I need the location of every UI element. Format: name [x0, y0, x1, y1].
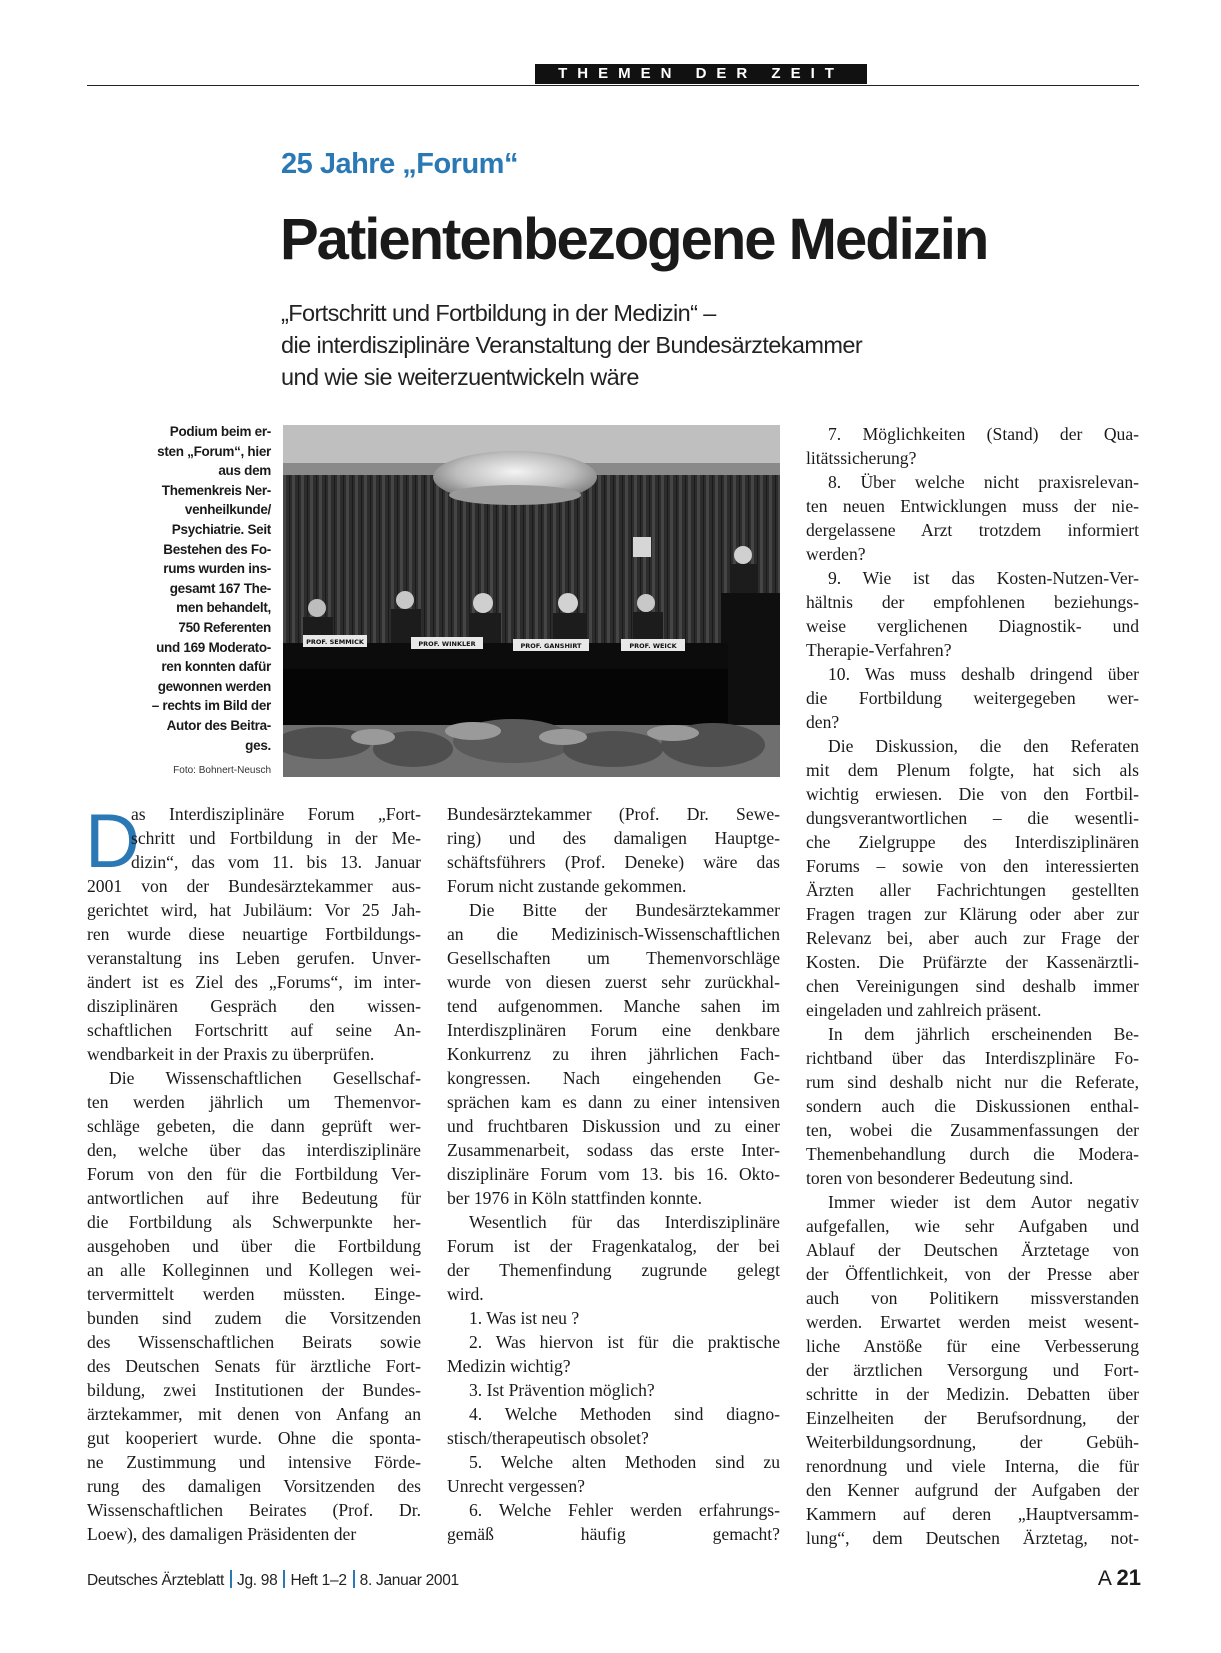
text-line: auch von Politikern missverstanden	[806, 1288, 1139, 1308]
text-line: Zusammenarbeit, sodass das erste Inter-	[447, 1140, 780, 1160]
text-line: dizin“, das vom 11. bis 13. Januar	[131, 852, 421, 872]
footer-separator	[283, 1570, 285, 1588]
text-line: ne Zustimmung und intensive Förde-	[87, 1452, 421, 1472]
text-line: schritt und Fortbildung in der Me-	[131, 828, 421, 848]
text-line: mit dem Plenum folgte, hat sich als	[806, 760, 1139, 780]
photo-caption	[140, 422, 271, 755]
text-line: Ärzten aller Fachrichtungen gestellten	[806, 880, 1139, 900]
text-line: gemäß häufig gemacht?	[447, 1524, 780, 1544]
text-line: der Öffentlichkeit, von der Presse aber	[806, 1264, 1139, 1284]
issue: Heft 1–2	[290, 1572, 347, 1589]
text-line: 7. Möglichkeiten (Stand) der Qua-	[828, 424, 1139, 444]
text-line: 9. Wie ist das Kosten-Nutzen-Ver-	[828, 568, 1139, 588]
text-line: ring) und des damaligen Hauptge-	[447, 828, 780, 848]
caption-line: rums wurden ins-	[163, 561, 271, 577]
text-line: bildung, zwei Institutionen der Bundes-	[87, 1380, 421, 1400]
text-line: Wesentlich für das Interdisziplinäre	[469, 1212, 780, 1232]
nameplate: PROF. SEMMICK	[306, 638, 364, 646]
text-line: 1. Was ist neu ?	[469, 1308, 580, 1328]
text-line: der Themenfindung zugrunde gelegt	[447, 1260, 780, 1280]
text-line: schritte in der Medizin. Debatten über	[806, 1384, 1139, 1404]
footer-citation	[87, 1570, 459, 1590]
podium-photo	[283, 425, 780, 777]
subtitle-line: „Fortschritt und Fortbildung in der Medizin“ –	[281, 300, 716, 326]
text-line: Kosten. Die Prüfärzte der Kassenärztli-	[806, 952, 1139, 972]
text-line: Forum ist der Fragenkatalog, der bei	[447, 1236, 780, 1256]
text-line: chen Vereinigungen sind deshalb immer	[806, 976, 1139, 996]
subtitle-line: und wie sie weiterzuentwickeln wäre	[281, 364, 639, 390]
text-line: gut kooperiert wurde. Ohne die sponta-	[87, 1428, 421, 1448]
text-line: disziplinären Gespräch den wissen-	[87, 996, 421, 1016]
text-line: ren wurde diese neuartige Fortbildungs-	[87, 924, 421, 944]
page-number-value: 21	[1116, 1565, 1141, 1590]
caption-line: ges.	[245, 737, 271, 753]
caption-line: Podium beim er-	[169, 424, 271, 439]
text-line: 4. Welche Methoden sind diagno-	[469, 1404, 780, 1424]
text-line: liche Anstöße für eine Verbesserung	[806, 1336, 1139, 1356]
text-line: rum sind deshalb nicht nur die Referate,	[806, 1072, 1139, 1092]
page-number	[1098, 1565, 1141, 1591]
text-line: Unrecht vergessen?	[447, 1476, 585, 1496]
text-line: Wissenschaftlichen Beirates (Prof. Dr.	[87, 1500, 421, 1520]
text-line: 10. Was muss deshalb dringend über	[828, 664, 1139, 684]
text-line: den Kenner aufgrund der Aufgaben der	[806, 1480, 1139, 1500]
text-line: Kammern auf deren „Hauptversamm-	[806, 1504, 1139, 1524]
text-line: ärztekammer, mit denen von Anfang an	[87, 1404, 421, 1424]
text-line: kongressen. Nach eingehenden Ge-	[447, 1068, 780, 1088]
text-line: wichtig erwiesen. Die von den Fortbil-	[806, 784, 1139, 804]
journal-name: Deutsches Ärzteblatt	[87, 1572, 225, 1589]
text-line: Fragen tragen zur Klärung oder aber zur	[806, 904, 1139, 924]
photo-credit: Foto: Bohnert-Neusch	[173, 765, 271, 776]
footer-separator	[353, 1570, 355, 1588]
text-line: an alle Kolleginnen und Kollegen wei-	[87, 1260, 421, 1280]
text-line: schäftsführers (Prof. Deneke) wäre das	[447, 852, 780, 872]
article-subtitle	[281, 297, 862, 393]
text-line: Therapie-Verfahren?	[806, 640, 952, 660]
volume: Jg. 98	[237, 1572, 278, 1589]
text-line: as Interdisziplinäre Forum „Fort-	[131, 804, 421, 824]
text-line: stisch/therapeutisch obsolet?	[447, 1428, 649, 1448]
text-line: Einzelheiten der Berufsordnung, der	[806, 1408, 1139, 1428]
text-line: ten werden jährlich um Themenvor-	[87, 1092, 421, 1112]
text-line: Themenbehandlung durch die Modera-	[806, 1144, 1139, 1164]
footer-separator	[230, 1570, 232, 1588]
text-line: 5. Welche alten Methoden sind zu	[469, 1452, 780, 1472]
drop-cap: D	[85, 799, 140, 884]
text-line: des Wissenschaftlichen Beirats sowie	[87, 1332, 421, 1352]
text-line: renordnung und viele Interna, die für	[806, 1456, 1139, 1476]
text-line: sprächen kam es dann zu einer intensiven	[447, 1092, 780, 1112]
caption-line: ren konnten dafür	[161, 659, 271, 675]
caption-line: – rechts im Bild der	[151, 698, 271, 714]
text-line: weise verglichenen Diagnostik- und	[806, 616, 1139, 636]
nameplate: PROF. WEICK	[629, 642, 677, 650]
text-line: lung“, dem Deutschen Ärztetag, not-	[806, 1528, 1139, 1548]
text-line: toren von besonderer Bedeutung sind.	[806, 1168, 1074, 1188]
text-line: Loew), des damaligen Präsidenten der	[87, 1524, 357, 1544]
text-line: die Fortbildung weitergegeben wer-	[806, 688, 1139, 708]
caption-line: Bestehen des Fo-	[163, 541, 271, 557]
text-line: 2001 von der Bundesärztekammer aus-	[87, 876, 421, 896]
section-label: THEMEN DER ZEIT	[535, 64, 867, 84]
page-prefix: A	[1097, 1567, 1111, 1590]
caption-line: men behandelt,	[176, 600, 271, 616]
text-line: an die Medizinisch-Wissenschaftlichen	[447, 924, 780, 944]
text-line: Forums – sowie von den interessierten	[806, 856, 1139, 876]
text-line: werden. Erwartet werden meist wesent-	[806, 1312, 1139, 1332]
caption-line: gewonnen werden	[157, 678, 271, 694]
text-line: bunden sind zudem die Vorsitzenden	[87, 1308, 421, 1328]
text-line: schläge gebeten, die dann geprüft wer-	[87, 1116, 421, 1136]
article-title: Patientenbezogene Medizin	[280, 207, 988, 272]
podium-photo-illustration	[283, 425, 780, 777]
text-line: litätssicherung?	[806, 448, 917, 468]
caption-line: sten „Forum“, hier	[157, 443, 271, 459]
caption-line: venheilkunde/	[184, 502, 271, 518]
text-line: sondern auch die Diskussionen enthal-	[806, 1096, 1139, 1116]
text-line: eingeladen und zahlreich präsent.	[806, 1000, 1042, 1020]
text-line: den?	[806, 712, 840, 732]
text-line: Medizin wichtig?	[447, 1356, 571, 1376]
caption-line: Psychiatrie. Seit	[171, 521, 271, 537]
text-line: rung des damaligen Vorsitzenden des	[87, 1476, 421, 1496]
text-line: 2. Was hiervon ist für die praktische	[469, 1332, 780, 1352]
text-line: ausgehoben und über die Fortbildung	[87, 1236, 421, 1256]
text-line: tervermittelt werden müssten. Einge-	[87, 1284, 421, 1304]
text-line: wurde von diesen zuerst sehr zurückhal-	[447, 972, 780, 992]
text-line: aufgefallen, wie sehr Aufgaben und	[806, 1216, 1139, 1236]
text-line: und fruchtbaren Diskussion und zu einer	[447, 1116, 780, 1136]
text-line: hältnis der empfohlenen beziehungs-	[806, 592, 1139, 612]
nameplate: PROF. GANSHIRT	[520, 642, 582, 650]
text-line: ber 1976 in Köln stattfinden konnte.	[447, 1188, 703, 1208]
nameplate: PROF. WINKLER	[418, 640, 476, 648]
text-line: den, welche über das interdisziplinäre	[87, 1140, 421, 1160]
text-line: Forum von den für die Fortbildung Ver-	[87, 1164, 421, 1184]
text-line: 8. Über welche nicht praxisrelevan-	[828, 472, 1139, 492]
text-line: ten, wobei die Zusammenfassungen der	[806, 1120, 1139, 1140]
caption-line: Autor des Beitra-	[166, 717, 271, 733]
text-line: wendbarkeit in der Praxis zu überprüfen.	[87, 1044, 375, 1064]
text-line: schaftlichen Fortschritt auf seine An-	[87, 1020, 421, 1040]
text-line: Immer wieder ist dem Autor negativ	[828, 1192, 1139, 1212]
text-line: Konkurrenz zu ihren jährlichen Fach-	[447, 1044, 780, 1064]
text-column-2	[447, 802, 780, 1546]
text-line: ten neuen Entwicklungen muss der nie-	[806, 496, 1139, 516]
text-line: dergelassene Arzt trotzdem informiert	[806, 520, 1139, 540]
text-line: Ablauf der Deutschen Ärztetage von	[806, 1240, 1139, 1260]
text-line: antwortlichen auf ihre Bedeutung für	[87, 1188, 421, 1208]
caption-line: gesamt 167 The-	[169, 580, 271, 596]
text-line: Interdiszplinären Forum eine denkbare	[447, 1020, 780, 1040]
caption-line: aus dem	[218, 463, 271, 479]
text-line: Bundesärztekammer (Prof. Dr. Sewe-	[447, 804, 780, 824]
text-line: 3. Ist Prävention möglich?	[469, 1380, 655, 1400]
caption-line: Themenkreis Ner-	[161, 482, 271, 498]
text-line: Relevanz bei, aber auch zur Frage der	[806, 928, 1139, 948]
text-line: Forum nicht zustande gekommen.	[447, 876, 687, 896]
text-line: In dem jährlich erscheinenden Be-	[828, 1024, 1139, 1044]
article-kicker: 25 Jahre „Forum“	[281, 148, 518, 180]
caption-line: und 169 Moderato-	[156, 639, 271, 655]
text-column-1	[85, 799, 421, 1546]
text-line: 6. Welche Fehler werden erfahrungs-	[469, 1500, 780, 1520]
subtitle-line: die interdisziplinäre Veranstaltung der Bundesärztekammer	[281, 332, 863, 358]
text-line: dungsverantwortlichen – die wesentli-	[806, 808, 1139, 828]
text-line: veranstaltung ins Leben gerufen. Unver-	[87, 948, 421, 968]
text-line: Die Diskussion, die den Referaten	[828, 736, 1139, 756]
text-line: ändert ist es Ziel des „Forums“, im inter-	[87, 972, 421, 992]
text-line: disziplinäre Forum vom 13. bis 16. Okto-	[447, 1164, 780, 1184]
text-column-3	[806, 422, 1139, 1550]
caption-line: 750 Referenten	[178, 619, 271, 635]
text-line: richtband über das Interdiszplinäre Fo-	[806, 1048, 1139, 1068]
text-line: tend aufgenommen. Manche sahen im	[447, 996, 780, 1016]
text-line: gerichtet wird, hat Jubiläum: Vor 25 Jah-	[87, 900, 421, 920]
text-line: der ärztlichen Versorgung und Fort-	[806, 1360, 1139, 1380]
issue-date: 8. Januar 2001	[359, 1572, 459, 1589]
text-line: Weiterbildungsordnung, der Gebüh-	[806, 1432, 1139, 1452]
text-line: Gesellschaften um Themenvorschläge	[447, 948, 780, 968]
text-line: che Zielgruppe des Interdisziplinären	[806, 832, 1139, 852]
text-line: die Fortbildung als Schwerpunkte her-	[87, 1212, 421, 1232]
text-line: werden?	[806, 544, 866, 564]
text-line: wird.	[447, 1284, 484, 1304]
text-line: des Deutschen Senats für ärztliche Fort-	[87, 1356, 421, 1376]
text-line: Die Wissenschaftlichen Gesellschaf-	[109, 1068, 421, 1088]
text-line: Die Bitte der Bundesärztekammer	[469, 900, 780, 920]
section-header-rule	[87, 64, 1139, 86]
